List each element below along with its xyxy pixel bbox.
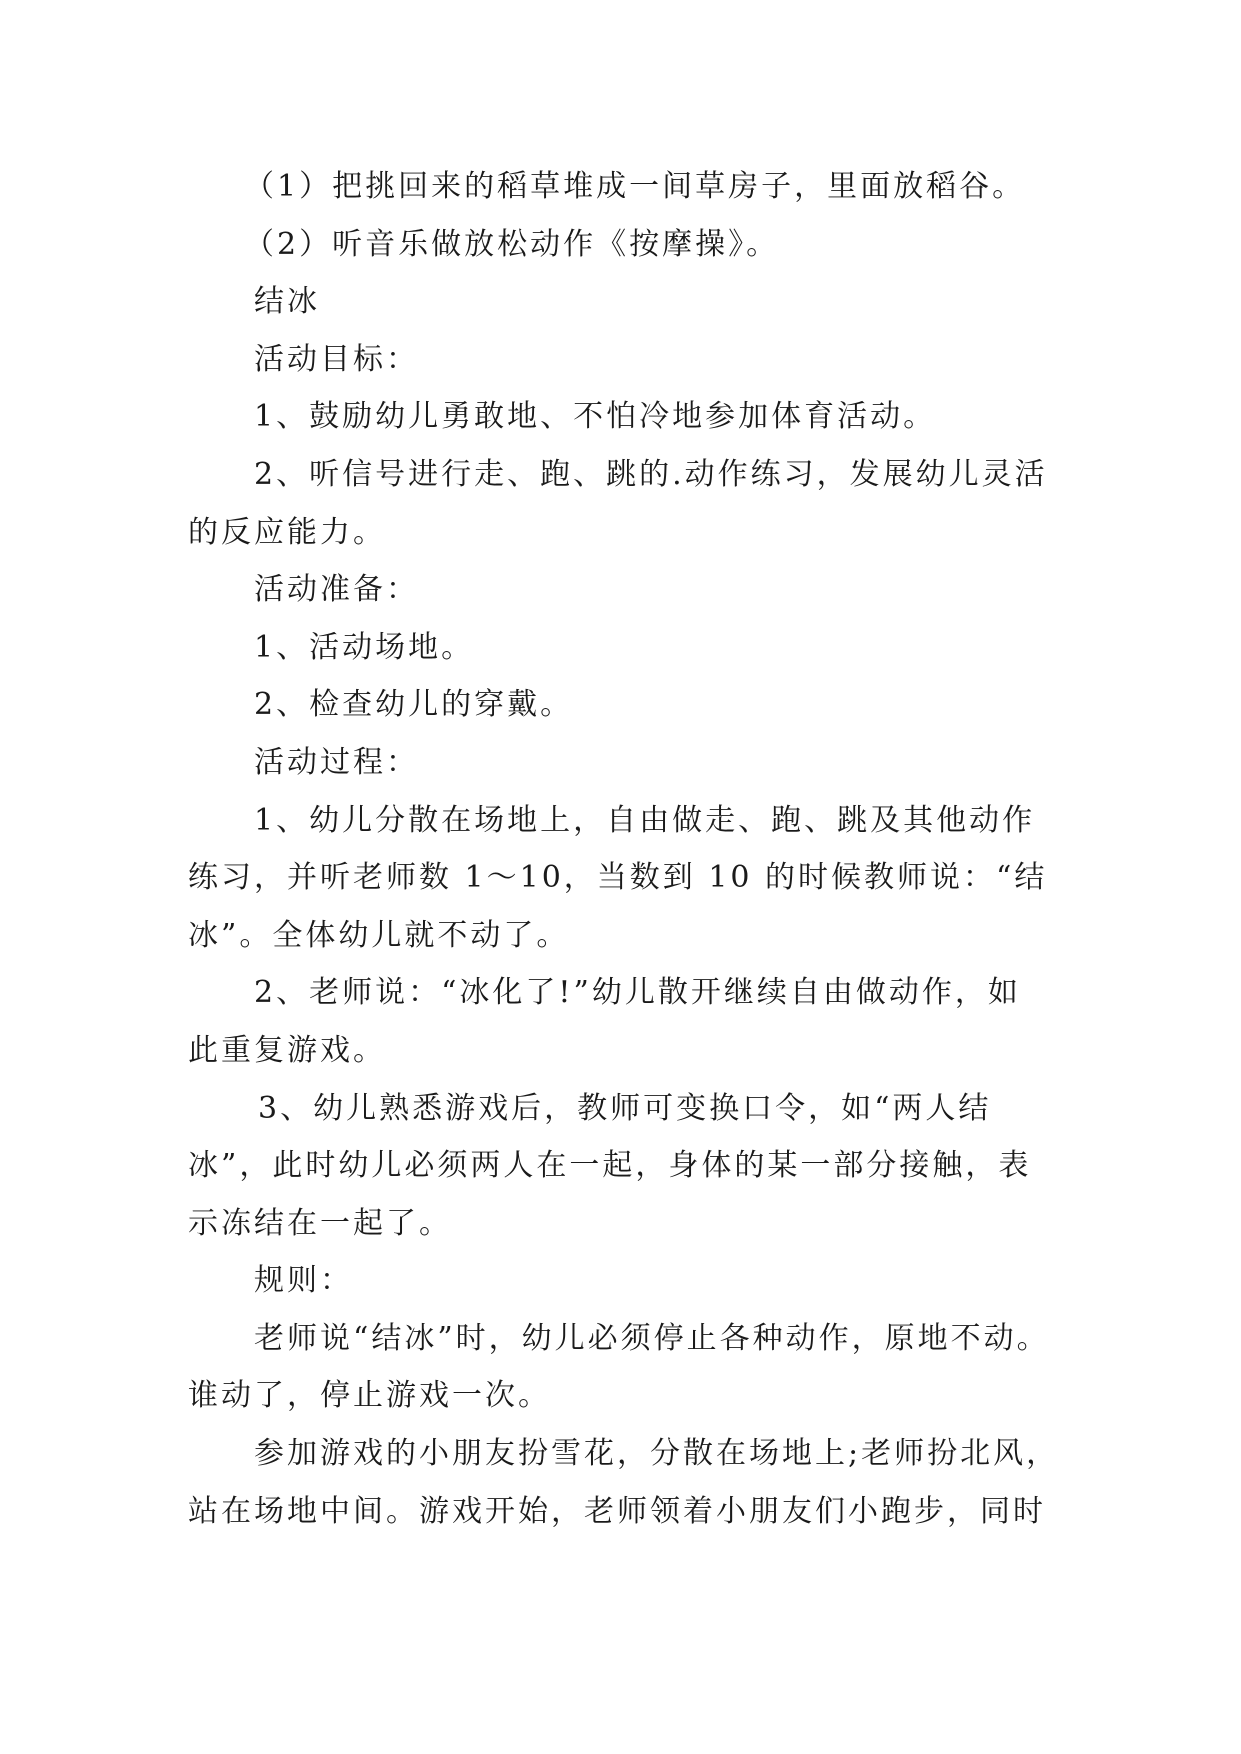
heading-rules: 规则： — [254, 1263, 353, 1299]
paragraph-step-1: （1）把挑回来的稻草堆成一间草房子，里面放稻谷。 — [244, 169, 1026, 204]
process-item-3-cont-2: 示冻结在一起了。 — [188, 1205, 452, 1241]
goal-item-1: 1、鼓励幼儿勇敢地、不怕冷地参加体育活动。 — [254, 399, 937, 435]
process-item-3: 3、幼儿熟悉游戏后，教师可变换口令，如“两人结 — [258, 1090, 992, 1126]
game-description-cont: 站在场地中间。游戏开始，老师领着小朋友们小跑步，同时 — [188, 1493, 1046, 1529]
process-item-1-cont: 练习，并听老师数 1～10，当数到 10 的时候教师说：“结 — [188, 860, 1048, 896]
process-item-3-cont: 冰”，此时幼儿必须两人在一起，身体的某一部分接触，表 — [188, 1148, 1032, 1184]
section-title: 结冰 — [254, 284, 320, 320]
process-item-2-cont: 此重复游戏。 — [188, 1032, 386, 1068]
process-item-1-cont-2: 冰”。全体幼儿就不动了。 — [188, 917, 570, 953]
goal-item-2: 2、听信号进行走、跑、跳的.动作练习，发展幼儿灵活 — [254, 456, 1048, 492]
rules-text: 老师说“结冰”时，幼儿必须停止各种动作，原地不动。 — [254, 1320, 1050, 1356]
prep-item-2: 2、检查幼儿的穿戴。 — [254, 687, 574, 723]
paragraph-step-2: （2）听音乐做放松动作《按摩操》。 — [244, 226, 780, 262]
heading-process: 活动过程： — [254, 744, 419, 780]
process-item-1: 1、幼儿分散在场地上，自由做走、跑、跳及其他动作 — [254, 802, 1036, 838]
heading-preparation: 活动准备： — [254, 572, 419, 608]
rules-text-cont: 谁动了，停止游戏一次。 — [188, 1378, 551, 1414]
prep-item-1: 1、活动场地。 — [254, 629, 475, 665]
heading-goals: 活动目标： — [254, 341, 419, 377]
process-item-2: 2、老师说：“冰化了!”幼儿散开继续自由做动作，如 — [254, 975, 1021, 1011]
document-body — [188, 158, 1060, 1540]
goal-item-2-cont: 的反应能力。 — [188, 514, 386, 550]
game-description: 参加游戏的小朋友扮雪花，分散在场地上;老师扮北风， — [254, 1436, 1060, 1472]
